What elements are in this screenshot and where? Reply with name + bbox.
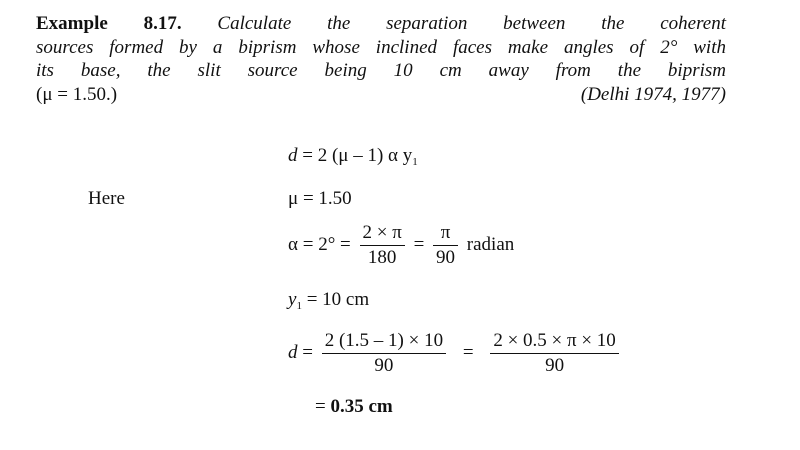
here-label: Here — [88, 188, 125, 209]
problem-line-4 — [36, 83, 726, 107]
citation: (Delhi 1974, 1977) — [580, 83, 726, 105]
mu-equation: μ = 1.50 — [288, 188, 352, 209]
alpha-fraction-2: $\frac{\pi}{90}$ — [433, 222, 458, 269]
problem-text-1: Calculate the separation between the coherent — [217, 13, 727, 34]
alpha-equation: α = 2° = $\frac{2 \times \pi}{180}$ = $\frac{\pi}{90}$ radian — [288, 222, 515, 268]
result-equation: = 0.35 cm — [315, 396, 393, 417]
d-fraction: $\frac{2 (1.5 - 1) \times 10}{90}$ — [322, 330, 446, 377]
problem-line-1 — [36, 12, 726, 36]
d-fraction-2: $\frac{2 \times 0.5 \times \pi \times 10}{90}$ — [490, 330, 619, 377]
problem-line-3: its base, the slit source being 10 cm away from the biprism — [36, 60, 726, 81]
y-equation: $y_1 = 10$ cm — [288, 289, 370, 312]
result-value: 0.35 cm — [330, 396, 393, 417]
example-label: Example 8.17. — [36, 13, 182, 34]
example-problem — [36, 12, 726, 106]
alpha-fraction: $\frac{2 \times \pi}{180}$ — [360, 222, 405, 269]
problem-line-2: sources formed by a biprism whose inclined faces make angles of 2° with — [36, 36, 726, 58]
mu-given: (μ = 1.50.) — [36, 83, 118, 105]
formula-d: d = 2 (μ – 1) α $y_1$ — [288, 145, 418, 168]
d-calculation: d = $\frac{2 (1.5 - 1) \times 10}{90}$ = $\frac{2 \times 0.5 \times \pi \times 10}{90}$ — [288, 330, 623, 377]
